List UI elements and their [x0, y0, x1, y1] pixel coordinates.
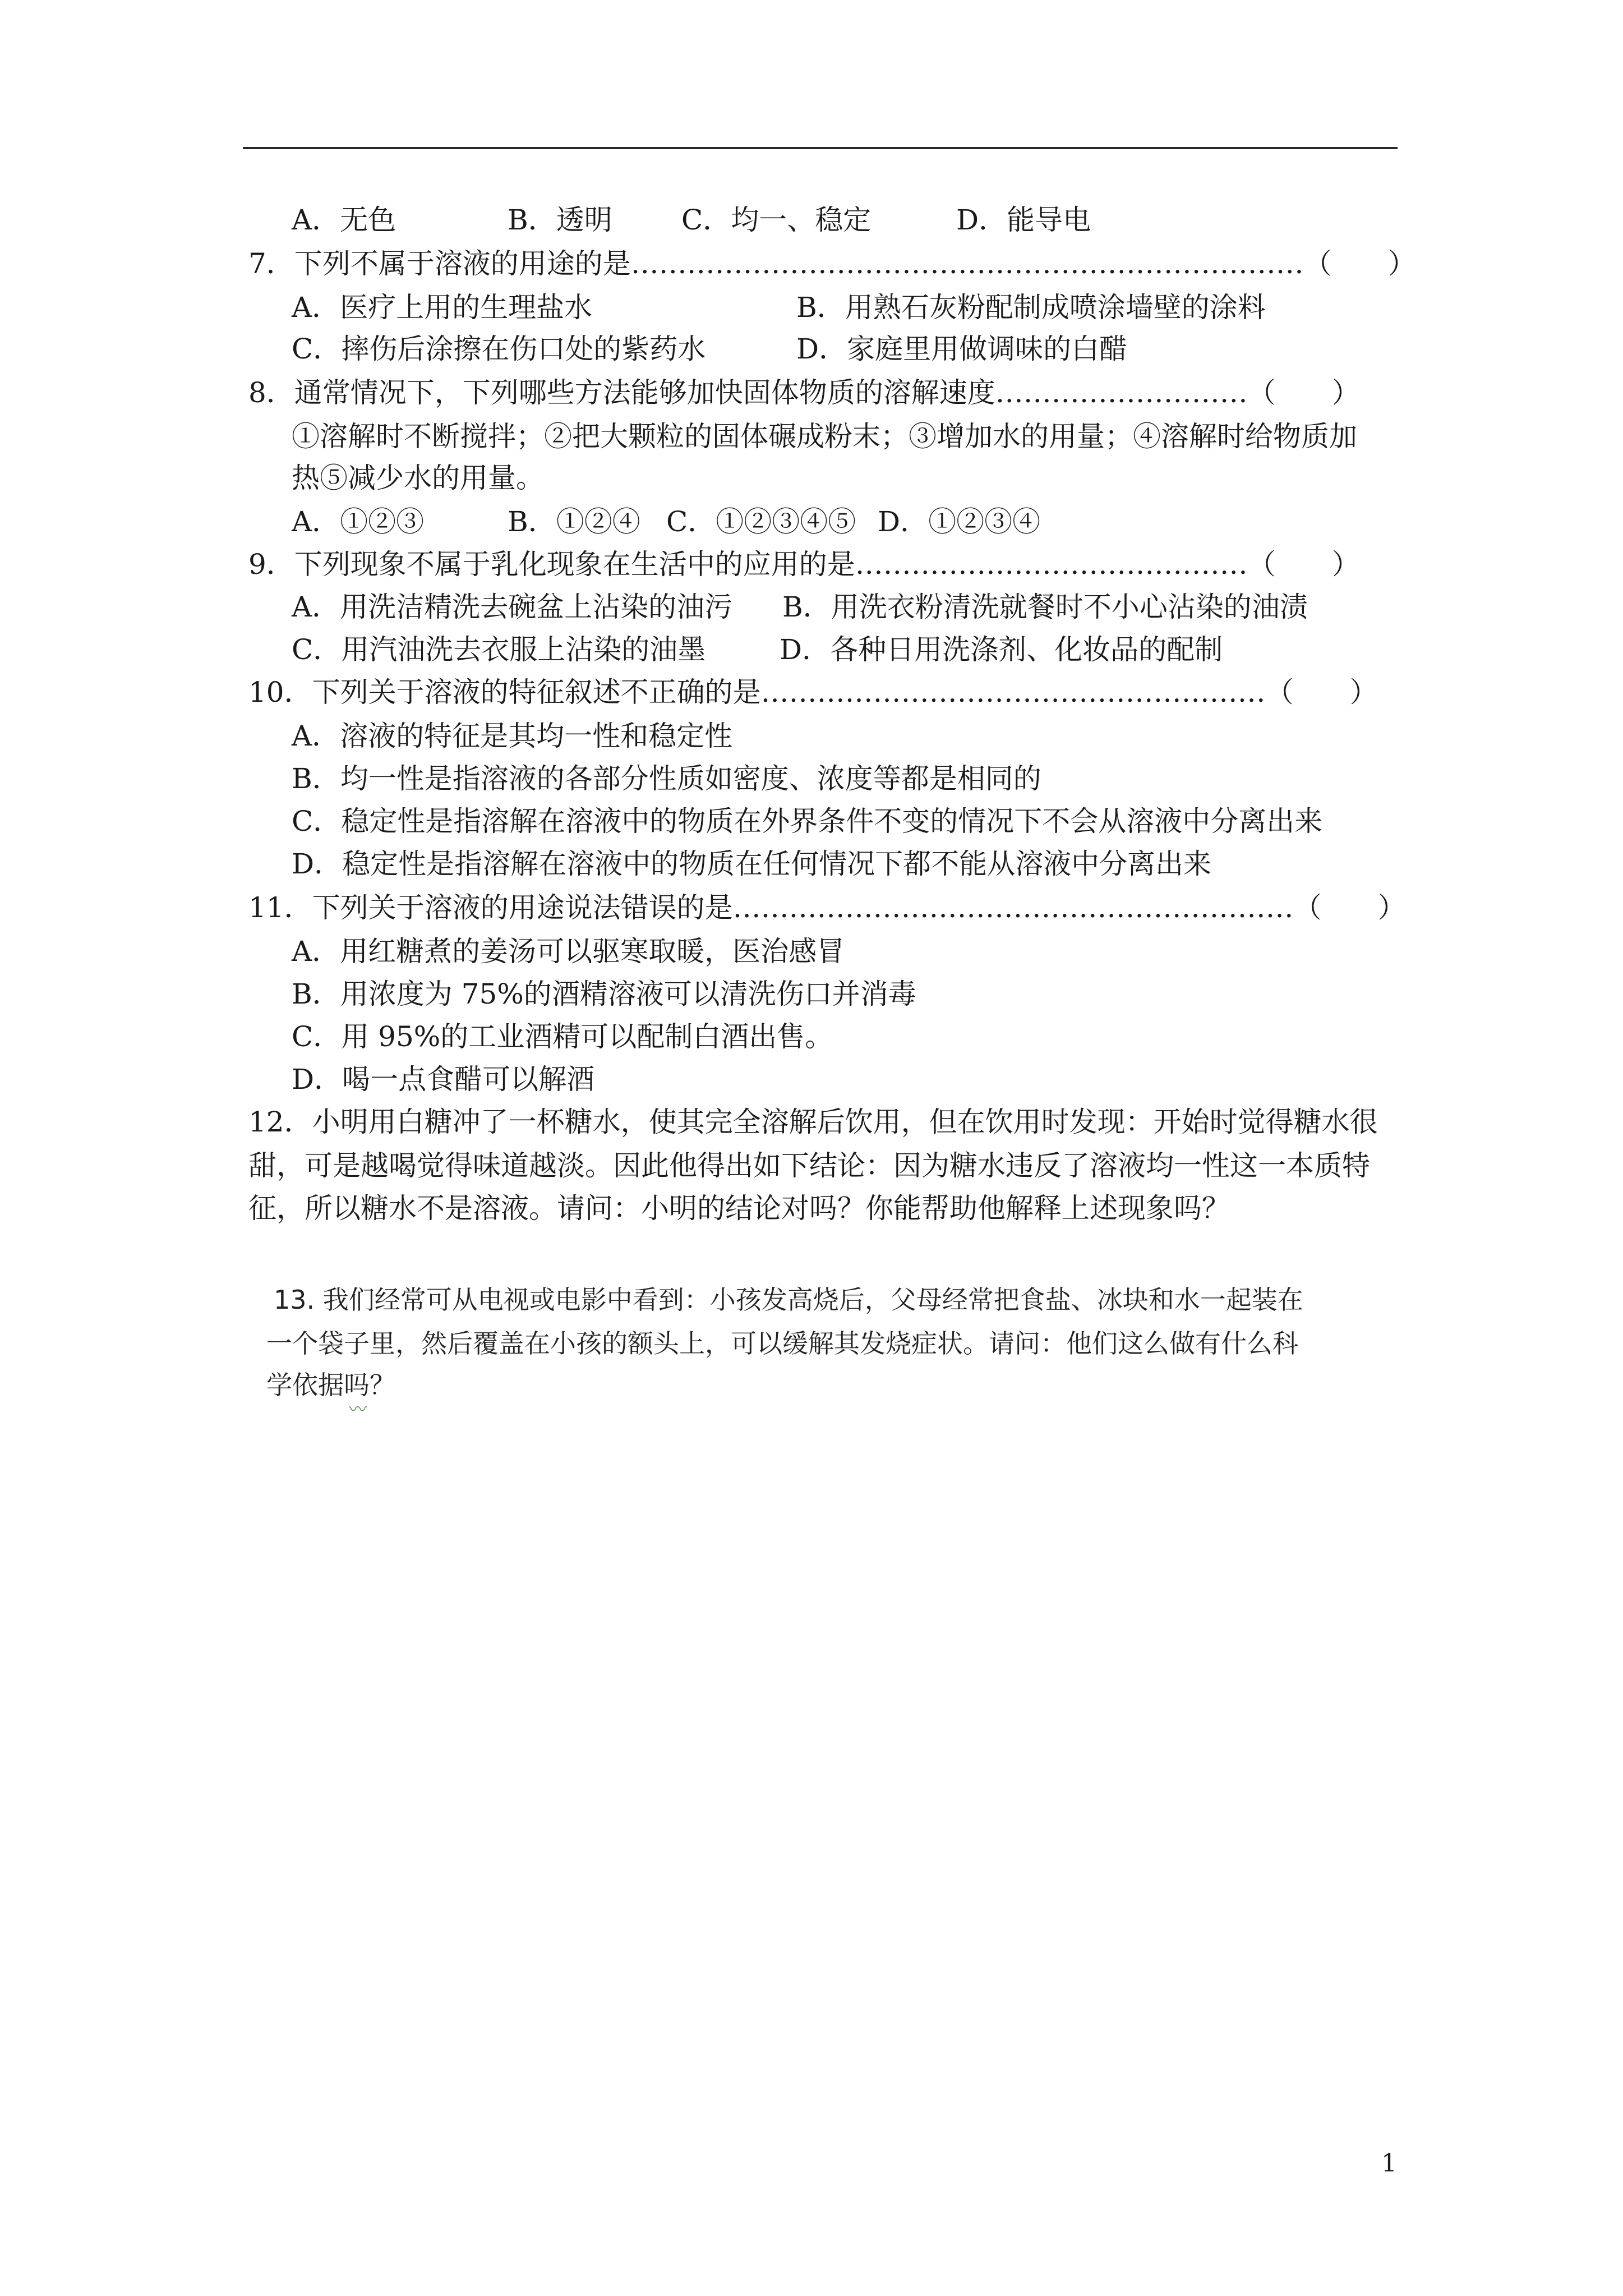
q6-option-c: C．均一、稳定 — [681, 204, 872, 236]
q6-option-a: A．无色 — [292, 204, 396, 236]
q10-option-d: D．稳定性是指溶解在溶液中的物质在任何情况下都不能从溶液中分离出来 — [292, 848, 1212, 880]
q6-option-b: B．透明 — [508, 204, 612, 236]
q11-option-d: D．喝一点食醋可以解酒 — [292, 1063, 595, 1096]
q6-option-d: D．能导电 — [956, 204, 1091, 236]
q13-line3: 学依据吗？ — [266, 1370, 395, 1400]
q7-option-a: A．医疗上用的生理盐水 — [292, 291, 593, 324]
q9-option-a: A．用洗洁精洗去碗盆上沾染的油污 — [292, 591, 733, 623]
q10-option-c: C．稳定性是指溶解在溶液中的物质在外界条件不变的情况下不会从溶液中分离出来 — [292, 805, 1323, 838]
q9-stem: 9．下列现象不属于乳化现象在生活中的应用的是……………………………………（ ） — [248, 548, 1360, 581]
q10-option-b: B．均一性是指溶液的各部分性质如密度、浓度等都是相同的 — [292, 762, 1041, 795]
header-rule — [243, 147, 1398, 149]
q9-option-c: C．用汽油洗去衣服上沾染的油墨 — [292, 633, 706, 666]
q8-option-b: B．①②④ — [508, 505, 640, 538]
q11-stem: 11．下列关于溶液的用途说法错误的是……………………………………………………（ ） — [248, 891, 1406, 924]
q7-option-c: C．摔伤后涂擦在伤口处的紫药水 — [292, 333, 706, 365]
q12-line3: 征，所以糖水不是溶液。请问：小明的结论对吗？你能帮助他解释上述现象吗？ — [248, 1192, 1230, 1225]
q7-stem: 7．下列不属于溶液的用途的是………………………………………………………………（ ） — [248, 247, 1416, 280]
q9-option-b: B．用洗衣粉清洗就餐时不小心沾染的油渍 — [782, 591, 1308, 623]
q11-option-c: C．用 95%的工业酒精可以配制白酒出售。 — [292, 1020, 833, 1053]
q8-option-d: D．①②③④ — [878, 505, 1041, 538]
q8-body-line2: 热⑤减少水的用量。 — [292, 462, 544, 494]
q7-option-b: B．用熟石灰粉配制成喷涂墙壁的涂料 — [796, 291, 1266, 324]
q8-option-c: C．①②③④⑤ — [666, 505, 856, 538]
q8-body-line1: ①溶解时不断搅拌；②把大颗粒的固体碾成粉末；③增加水的用量；④溶解时给物质加 — [292, 420, 1357, 453]
page-number: 1 — [1381, 2149, 1397, 2178]
q8-option-a: A．①②③ — [292, 505, 425, 538]
q13-line1: 13. 我们经常可从电视或电影中看到：小孩发高烧后，父母经常把食盐、冰块和水一起装在 — [274, 1285, 1303, 1315]
q9-option-d: D．各种日用洗涤剂、化妆品的配制 — [780, 633, 1223, 666]
q7-option-d: D．家庭里用做调味的白醋 — [796, 333, 1128, 365]
green-squiggle-mark: 〰 — [349, 1398, 367, 1420]
q13-line2: 一个袋子里，然后覆盖在小孩的额头上，可以缓解其发烧症状。请问：他们这么做有什么科 — [266, 1328, 1298, 1359]
q8-stem: 8．通常情况下，下列哪些方法能够加快固体物质的溶解速度………………………（ ） — [248, 376, 1360, 409]
q10-option-a: A．溶液的特征是其均一性和稳定性 — [292, 720, 733, 752]
q12-line2: 甜，可是越喝觉得味道越淡。因此他得出如下结论：因为糖水违反了溶液均一性这一本质特 — [248, 1149, 1370, 1182]
q11-option-b: B．用浓度为 75%的酒精溶液可以清洗伤口并消毒 — [292, 978, 916, 1010]
q11-option-a: A．用红糖煮的姜汤可以驱寒取暖，医治感冒 — [292, 935, 845, 968]
q12-line1: 12．小明用白糖冲了一杯糖水，使其完全溶解后饮用，但在饮用时发现：开始时觉得糖水很 — [248, 1106, 1378, 1138]
q10-stem: 10．下列关于溶液的特征叙述不正确的是………………………………………………（ ） — [248, 676, 1378, 708]
